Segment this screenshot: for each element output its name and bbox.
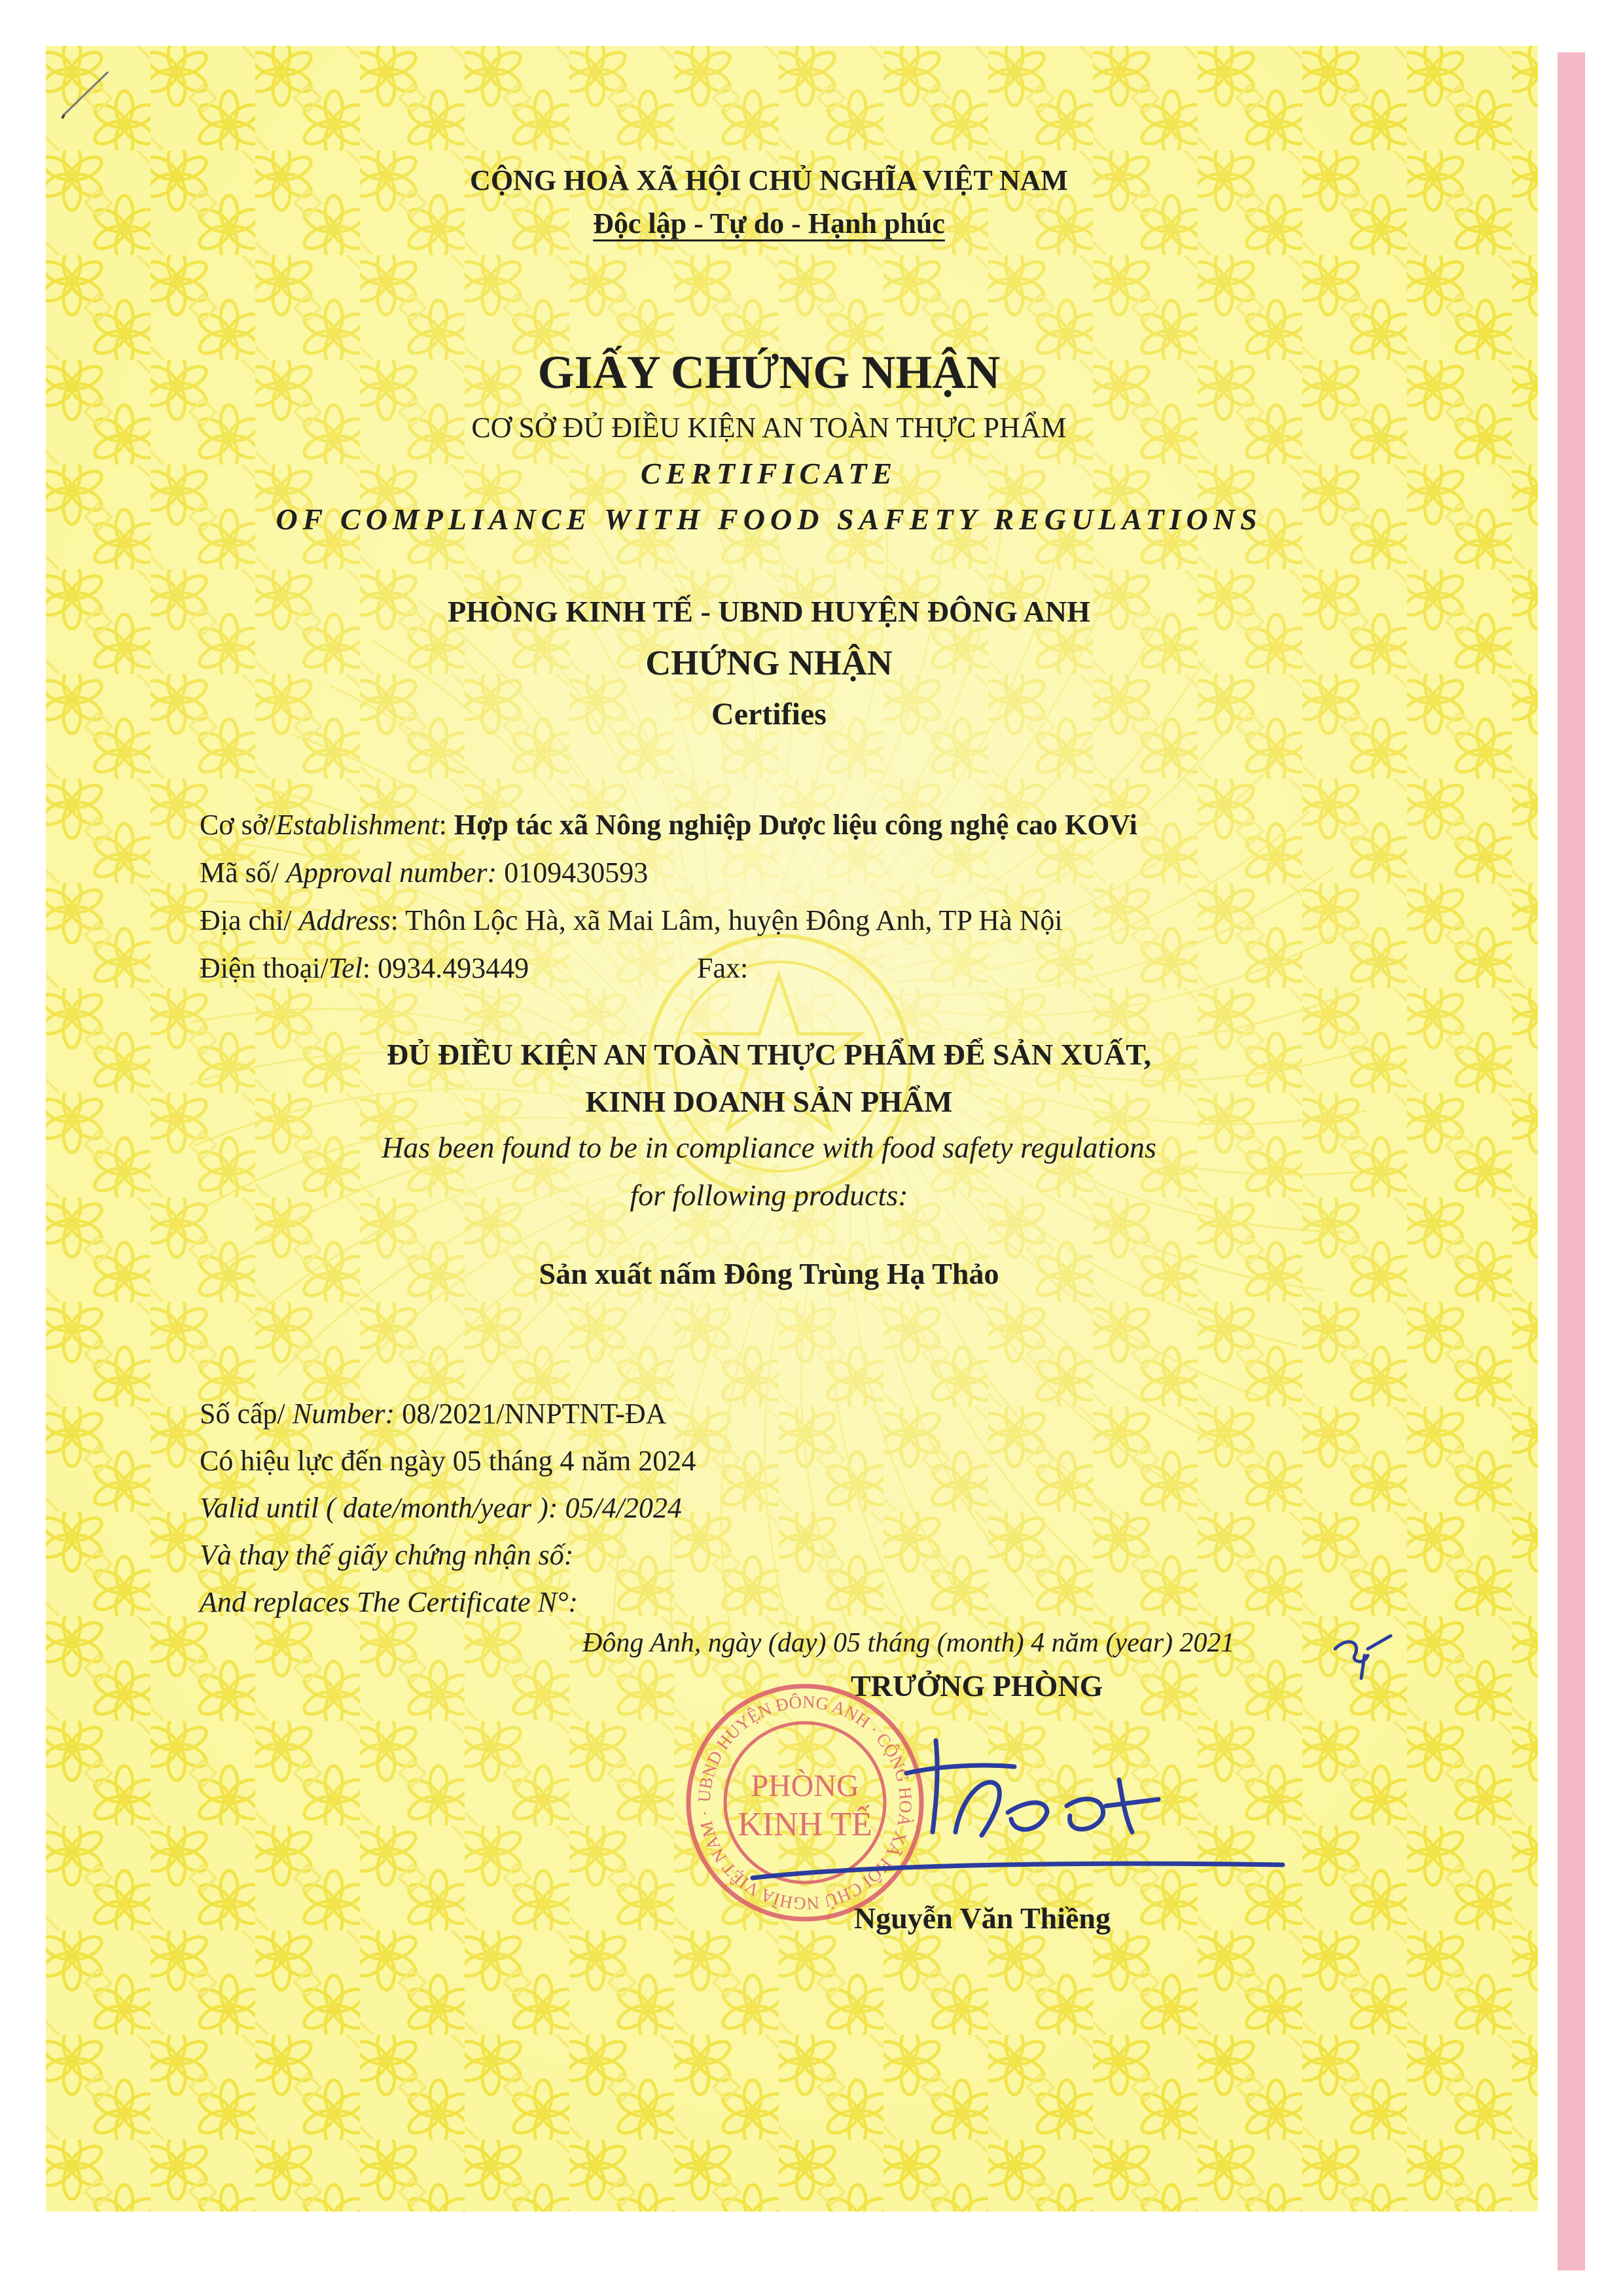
handwritten-signature [740,1701,1296,1911]
fax-label: Fax: [697,952,749,984]
motto-text: Độc lập - Tự do - Hạnh phúc [593,207,945,239]
establishment-line: Cơ sở/Establishment: Hợp tác xã Nông nghiệp Dược liệu công nghệ cao KOVi [200,809,1137,841]
compliance-statement-vi-2: KINH DOANH SẢN PHẨM [585,1085,953,1118]
certificate-subtitle-en: OF COMPLIANCE WITH FOOD SAFETY REGULATIONS [276,503,1262,536]
certifies-en: Certifies [711,697,827,732]
handwritten-initial-mark [1329,1623,1394,1682]
valid-until-en: Valid until ( date/month/year ): 05/4/2024 [200,1492,682,1524]
signer-position: TRƯỞNG PHÒNG [851,1669,1103,1703]
issuer-name: PHÒNG KINH TẾ - UBND HUYỆN ĐÔNG ANH [448,595,1090,628]
stamp-ring-text: UBND HUYỆN ĐÔNG ANH · CỘNG HOÀ XÃ HỘI CHỦ NGHĨA VIỆT NAM · [694,1691,916,1914]
stamp-center-line2: KINH TẾ [738,1806,872,1843]
address-value: Thôn Lộc Hà, xã Mai Lâm, huyện Đông Anh, TP Hà Nội [405,904,1063,936]
stamp-center-line1: PHÒNG [751,1769,859,1803]
certificate-title-en: CERTIFICATE [640,457,898,490]
approval-number-line: Mã số/ Approval number: 0109430593 [200,857,649,889]
replaces-en: And replaces The Certificate N°: [200,1586,579,1618]
compliance-statement-vi-1: ĐỦ ĐIỀU KIỆN AN TOÀN THỰC PHẨM ĐỂ SẢN XUẤT, [386,1038,1151,1071]
approval-number: 0109430593 [504,857,649,889]
product-name: Sản xuất nấm Đông Trùng Hạ Thảo [539,1257,999,1290]
valid-until-vi: Có hiệu lực đến ngày 05 tháng 4 năm 2024 [200,1445,696,1477]
compliance-statement-en-2: for following products: [630,1178,908,1212]
signer-name: Nguyễn Văn Thiềng [854,1901,1111,1935]
certificate-number: 08/2021/NNPTNT-ĐA [402,1398,667,1430]
certifies-vi: CHỨNG NHẬN [645,643,893,682]
certificate-title: GIẤY CHỨNG NHẬN [537,346,1001,398]
tel-value: 0934.493449 [378,952,529,984]
address-line: Địa chỉ/ Address: Thôn Lộc Hà, xã Mai Lâm, huyện Đông Anh, TP Hà Nội [200,904,1063,936]
compliance-statement-en-1: Has been found to be in compliance with food safety regulations [382,1131,1156,1164]
motto [0,207,1538,240]
certificate-number-line: Số cấp/ Number: 08/2021/NNPTNT-ĐA [200,1398,667,1430]
certificate-subtitle-vi: CƠ SỞ ĐỦ ĐIỀU KIỆN AN TOÀN THỰC PHẨM [471,412,1067,444]
nation-heading: CỘNG HOÀ XÃ HỘI CHỦ NGHĨA VIỆT NAM [470,164,1068,196]
establishment-name: Hợp tác xã Nông nghiệp Dược liệu công nghệ cao KOVi [454,809,1137,841]
replaces-vi: Và thay thế giấy chứng nhận số: [200,1539,574,1571]
place-and-date: Đông Anh, ngày (day) 05 tháng (month) 4 năm (year) 2021 [582,1628,1235,1658]
tel-line: Điện thoại/Tel: 0934.493449 [200,952,529,984]
